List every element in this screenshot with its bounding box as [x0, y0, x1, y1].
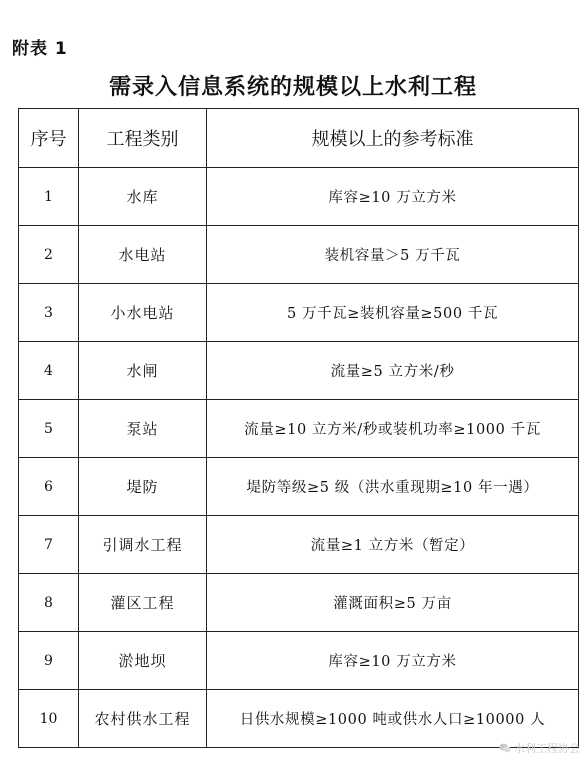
watermark	[499, 740, 580, 756]
table-row	[19, 516, 579, 574]
row-standard: 库容≥10 万立方米	[207, 632, 579, 690]
row-number: 1	[19, 168, 79, 226]
row-standard: 灌溉面积≥5 万亩	[207, 574, 579, 632]
table-row	[19, 690, 579, 748]
header-reference-standard: 规模以上的参考标准	[207, 109, 579, 168]
wechat-icon	[499, 743, 511, 753]
table-row	[19, 458, 579, 516]
row-category: 水库	[79, 168, 207, 226]
row-standard: 库容≥10 万立方米	[207, 168, 579, 226]
row-category: 淤地坝	[79, 632, 207, 690]
header-project-category: 工程类别	[79, 109, 207, 168]
header-serial-number: 序号	[19, 109, 79, 168]
row-number: 8	[19, 574, 79, 632]
row-category: 泵站	[79, 400, 207, 458]
row-standard: 装机容量＞5 万千瓦	[207, 226, 579, 284]
row-standard: 流量≥1 立方米（暂定）	[207, 516, 579, 574]
row-category: 水电站	[79, 226, 207, 284]
row-category: 引调水工程	[79, 516, 207, 574]
table-row	[19, 574, 579, 632]
row-standard: 流量≥5 立方米/秒	[207, 342, 579, 400]
watermark-text: 水利工程协会	[514, 742, 580, 755]
row-standard: 日供水规模≥1000 吨或供水人口≥10000 人	[207, 690, 579, 748]
document-title: 需录入信息系统的规模以上水利工程	[108, 74, 477, 100]
table-row	[19, 632, 579, 690]
row-standard: 流量≥10 立方米/秒或装机功率≥1000 千瓦	[207, 400, 579, 458]
attachment-label: 附表 1	[12, 39, 68, 59]
row-category: 水闸	[79, 342, 207, 400]
table-row	[19, 400, 579, 458]
row-number: 10	[19, 690, 79, 748]
row-number: 5	[19, 400, 79, 458]
row-category: 农村供水工程	[79, 690, 207, 748]
row-category: 堤防	[79, 458, 207, 516]
row-number: 6	[19, 458, 79, 516]
row-number: 4	[19, 342, 79, 400]
row-number: 7	[19, 516, 79, 574]
row-category: 小水电站	[79, 284, 207, 342]
row-category: 灌区工程	[79, 574, 207, 632]
table-row	[19, 342, 579, 400]
table-row	[19, 168, 579, 226]
row-standard: 5 万千瓦≥装机容量≥500 千瓦	[207, 284, 579, 342]
row-number: 9	[19, 632, 79, 690]
scale-standard-table	[18, 108, 579, 748]
table-row	[19, 226, 579, 284]
row-number: 2	[19, 226, 79, 284]
table-row	[19, 284, 579, 342]
row-number: 3	[19, 284, 79, 342]
table-header-row	[19, 109, 579, 168]
row-standard: 堤防等级≥5 级（洪水重现期≥10 年一遇）	[207, 458, 579, 516]
